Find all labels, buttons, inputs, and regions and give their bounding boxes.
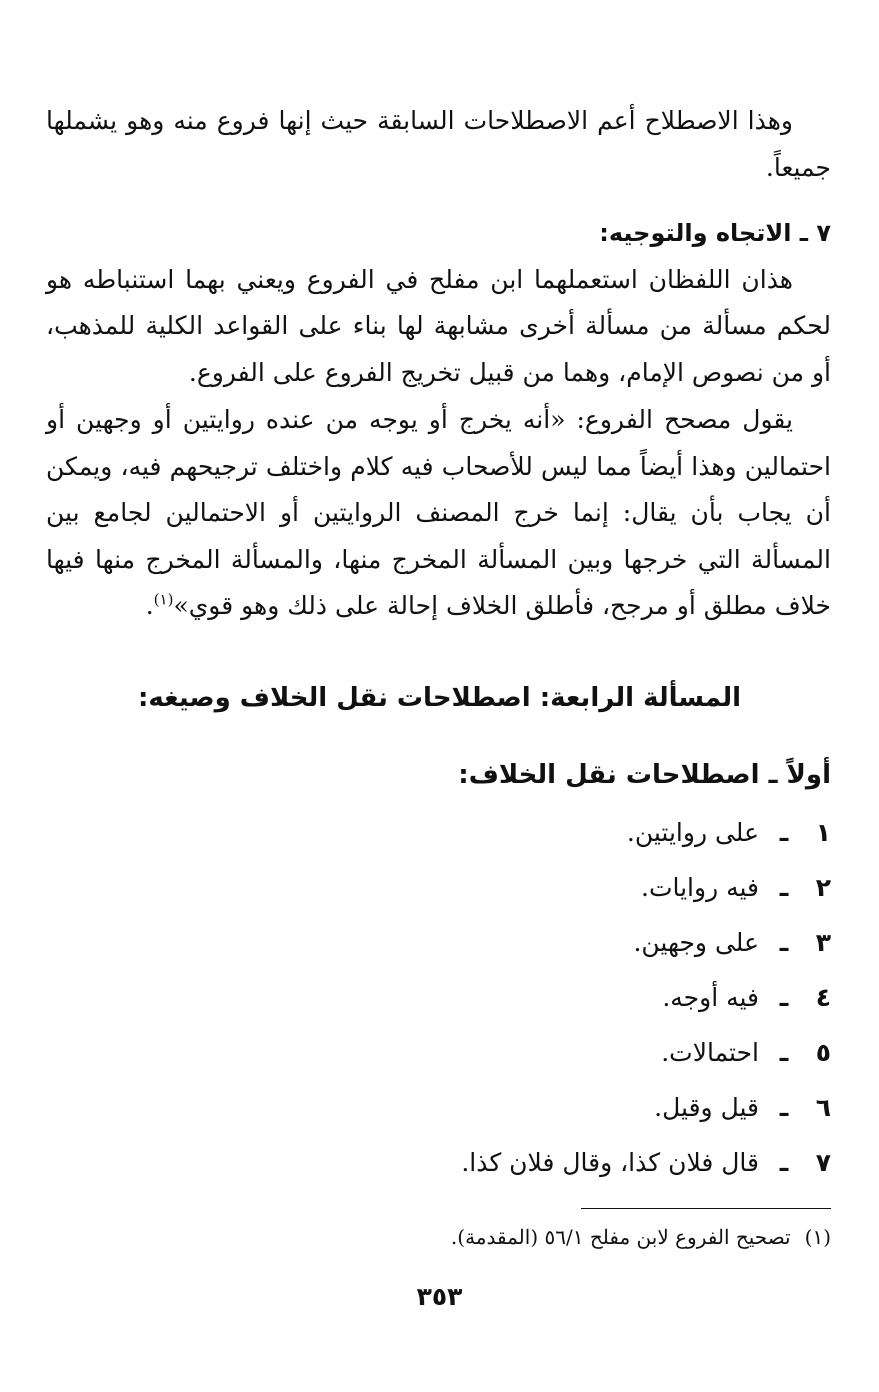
list-item-text: فيه أوجه. (662, 983, 759, 1012)
list-item (461, 865, 831, 920)
list-item (461, 1030, 831, 1085)
intro-paragraph (46, 98, 831, 191)
section-7-heading: ٧ ـ الاتجاه والتوجيه: (599, 219, 831, 247)
footnote-divider (581, 1208, 831, 1209)
list-item-text: احتمالات. (661, 1038, 759, 1067)
section-title: المسألة الرابعة: اصطلاحات نقل الخلاف وصيغه: (138, 683, 741, 713)
quote-line (46, 397, 831, 630)
list-item-number: ٣ (815, 928, 831, 957)
list-item (461, 810, 831, 865)
terms-list (461, 810, 831, 1195)
footnote-number: (١) (804, 1225, 831, 1249)
list-item-text: قيل وقيل. (654, 1093, 759, 1122)
quote-end: . (145, 591, 154, 620)
intro-text: وهذا الاصطلاح أعم الاصطلاحات السابقة حيث إنها فروع منه وهو يشملها جميعاً. (46, 106, 831, 182)
list-item-number: ٧ (815, 1148, 831, 1177)
list-item-dash: ـ (779, 1148, 789, 1177)
footnote-reference[interactable]: (١) (153, 590, 174, 609)
list-item-text: فيه روايات. (641, 873, 759, 902)
list-item-number: ٤ (815, 983, 831, 1012)
list-item-text: على وجهين. (633, 928, 759, 957)
list-item (461, 920, 831, 975)
list-item-dash: ـ (779, 928, 789, 957)
list-item-number: ٥ (815, 1038, 831, 1067)
list-item-dash: ـ (779, 818, 789, 847)
list-item-text: على روايتين. (626, 818, 759, 847)
list-item (461, 1140, 831, 1195)
quote-text: يقول مصحح الفروع: «أنه يخرج أو يوجه من عنده روايتين أو وجهين أو احتمالين وهذا أيضاً مما ليس للأصحاب فيه كلام واختلف ترجيحهم فيه، ويمكن أن يجاب بأن يقال: إنما خرج المصنف الروايتين أو الاحتمالين لجامع بين المسألة التي خرجها وبين المسألة المخرج منها، والمسألة المخرج منها فيها خلاف مطلق أو مرجح، فأطلق الخلاف إحالة على ذلك وهو قوي» (46, 405, 831, 620)
footnote-text: تصحيح الفروع لابن مفلح ٥٦/١ (المقدمة). (450, 1225, 791, 1249)
list-item-text: قال فلان كذا، وقال فلان كذا. (461, 1148, 759, 1177)
quote-paragraph (46, 397, 831, 630)
subheading: أولاً ـ اصطلاحات نقل الخلاف: (458, 760, 831, 790)
list-item-number: ٢ (815, 873, 831, 902)
list-item-dash: ـ (779, 983, 789, 1012)
footnote (451, 1222, 831, 1252)
list-item-number: ٦ (815, 1093, 831, 1122)
list-item-dash: ـ (779, 1038, 789, 1067)
section-7-paragraph: هذان اللفظان استعملهما ابن مفلح في الفروع ويعني بهما استنباطه هو لحكم مسألة من مسألة أخرى مشابهة لها بناء على القواعد الكلية للمذهب، أو من نصوص الإمام، وهما من قبيل تخريج الفروع على الفروع. (46, 264, 831, 387)
list-item-number: ١ (815, 818, 831, 847)
list-item (461, 1085, 831, 1140)
list-item (461, 975, 831, 1030)
list-item-dash: ـ (779, 873, 789, 902)
list-item-dash: ـ (779, 1093, 789, 1122)
page-number: ٣٥٣ (416, 1282, 463, 1311)
section-7 (46, 210, 831, 396)
